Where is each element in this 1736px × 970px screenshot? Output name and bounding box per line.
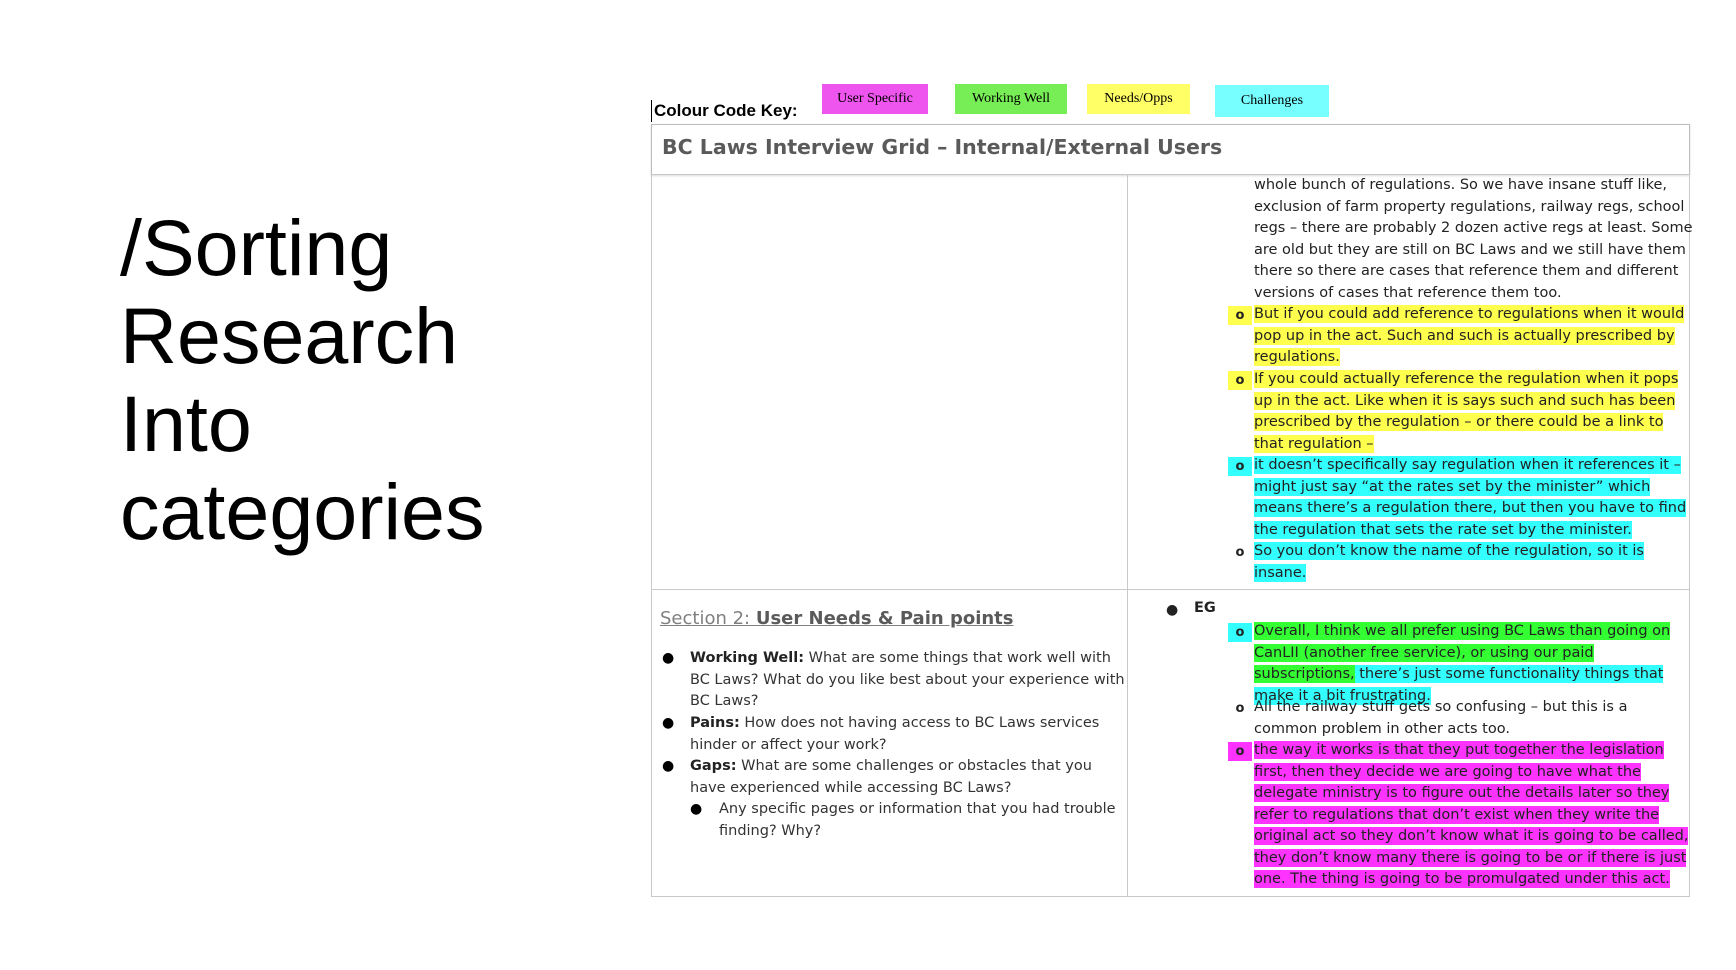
highlighted-text: they don’t know many there is going to be or if there is just xyxy=(1254,849,1687,866)
document-header xyxy=(651,124,1690,175)
question-pains xyxy=(690,713,1130,756)
circle-bullet-icon: o xyxy=(1228,742,1252,761)
section2-questions-cell xyxy=(651,589,1128,897)
highlighted-text: But if you could add reference to regulations when it would xyxy=(1254,306,1685,322)
slide-title-line: /Sorting xyxy=(120,203,393,292)
highlighted-text: that regulation – xyxy=(1254,435,1374,452)
question-text: What are some challenges or obstacles that you have experienced while accessing BC Laws? xyxy=(690,758,1092,796)
text-line: whole bunch of regulations. So we have insane stuff like, xyxy=(1254,177,1667,193)
highlighted-text: original act so they don’t know what it is going to be called, xyxy=(1254,828,1689,844)
question-label: Gaps: xyxy=(690,758,737,774)
highlighted-text: Overall, I think we all prefer using BC Laws than going on xyxy=(1254,623,1671,639)
question-text: How does not having access to BC Laws services hinder or affect your work? xyxy=(690,715,1100,753)
section2-heading-title: User Needs & Pain points xyxy=(755,608,1014,629)
question-label: Pains: xyxy=(690,715,740,731)
highlighted-text: prescribed by the regulation – or there could be a link to xyxy=(1254,414,1664,430)
highlighted-text: first, then they decide we are going to have what the xyxy=(1254,763,1641,780)
text-line: exclusion of farm property regulations, railway regs, school xyxy=(1254,198,1685,215)
text-line: regs – there are probably 2 dozen active regs at least. Some xyxy=(1254,220,1693,236)
dot-bullet-icon: ● xyxy=(662,758,675,774)
document-title: BC Laws Interview Grid – Internal/External Users xyxy=(662,135,1223,159)
highlighted-text: the way it works is that they put together the legislation xyxy=(1254,742,1664,758)
highlighted-text: delegate ministry is to figure out the details later so they xyxy=(1254,785,1670,801)
interview-note-magenta xyxy=(1254,740,1688,891)
dot-bullet-icon: ● xyxy=(662,650,675,666)
top-left-cell xyxy=(651,174,1128,590)
question-text: What are some things that work well with BC Laws? What do you like best about your experience with BC Laws? xyxy=(690,650,1125,709)
question-working-well xyxy=(690,648,1130,713)
sub-question: Any specific pages or information that you had trouble finding? Why? xyxy=(719,801,1116,839)
question-label: Working Well: xyxy=(690,650,805,666)
interview-note-cyan xyxy=(1254,455,1686,541)
text-line: are old but they are still on BC Laws and we still have them xyxy=(1254,241,1686,258)
question-gaps xyxy=(690,756,1130,799)
highlighted-text: CanLII (another free service), or using our paid xyxy=(1254,644,1594,661)
circle-bullet-icon: o xyxy=(1235,545,1245,560)
text-line: versions of cases that reference them too. xyxy=(1254,284,1562,301)
highlighted-text: there’s just some functionality things that xyxy=(1354,666,1664,682)
highlighted-text: might just say “at the rates set by the minister” which xyxy=(1254,478,1651,495)
key-chip-working-well: Working Well xyxy=(955,84,1067,114)
dot-bullet-icon: ● xyxy=(662,715,675,731)
interview-paragraph xyxy=(1254,175,1693,304)
circle-bullet-icon: o xyxy=(1235,701,1245,716)
highlighted-text: one. The thing is going to be promulgated under this act. xyxy=(1254,871,1670,887)
dot-bullet-icon: ● xyxy=(1166,602,1179,618)
highlighted-text: it doesn’t specifically say regulation when it references it – xyxy=(1254,457,1681,473)
text-line: common problem in other acts too. xyxy=(1254,720,1510,737)
interview-note-mixed xyxy=(1254,621,1670,707)
interview-note-yellow xyxy=(1254,369,1678,455)
text-line: there so there are cases that reference them and different xyxy=(1254,263,1679,279)
slide-title-line: Research xyxy=(120,291,459,380)
section2-heading xyxy=(660,608,1014,629)
highlighted-text: So you don’t know the name of the regulation, so it is xyxy=(1254,543,1644,559)
colour-key-label: Colour Code Key: xyxy=(651,100,798,122)
circle-bullet-icon: o xyxy=(1228,306,1252,325)
slide-title xyxy=(120,204,580,556)
eg-label: EG xyxy=(1194,600,1216,616)
section2-heading-prefix: Section 2: xyxy=(660,608,756,629)
text-line: All the railway stuff gets so confusing – but this is a xyxy=(1254,699,1628,715)
key-chip-challenges: Challenges xyxy=(1215,85,1329,117)
highlighted-text: up in the act. Like when it is says such and such has been xyxy=(1254,392,1676,409)
circle-bullet-icon: o xyxy=(1228,371,1252,390)
highlighted-text: regulations. xyxy=(1254,349,1340,365)
slide-title-line: Into xyxy=(120,379,252,468)
key-chip-user-specific: User Specific xyxy=(822,84,928,114)
highlighted-text: means there’s a regulation there, but then you have to find xyxy=(1254,500,1687,516)
interview-note-cyan xyxy=(1254,541,1644,584)
circle-bullet-icon: o xyxy=(1228,623,1252,642)
highlighted-text: subscriptions, xyxy=(1254,666,1355,682)
interview-grid-document xyxy=(651,124,1693,896)
highlighted-text: If you could actually reference the regulation when it pops xyxy=(1254,371,1679,387)
interview-responses-cell xyxy=(1127,589,1690,897)
dot-bullet-icon: ● xyxy=(690,801,703,817)
circle-bullet-icon: o xyxy=(1228,457,1252,476)
highlighted-text: make it a bit frustrating. xyxy=(1254,687,1431,704)
key-chip-needs-opps: Needs/Opps xyxy=(1087,84,1190,114)
top-right-cell xyxy=(1127,174,1693,590)
highlighted-text: pop up in the act. Such and such is actually prescribed by xyxy=(1254,327,1675,344)
highlighted-text: refer to regulations that don’t exist when they write the xyxy=(1254,806,1660,823)
interview-note-yellow xyxy=(1254,304,1684,369)
highlighted-text: insane. xyxy=(1254,564,1307,581)
highlighted-text: the regulation that sets the rate set by the minister. xyxy=(1254,521,1632,538)
interview-note-plain xyxy=(1254,697,1627,740)
slide-title-line: categories xyxy=(120,467,485,556)
